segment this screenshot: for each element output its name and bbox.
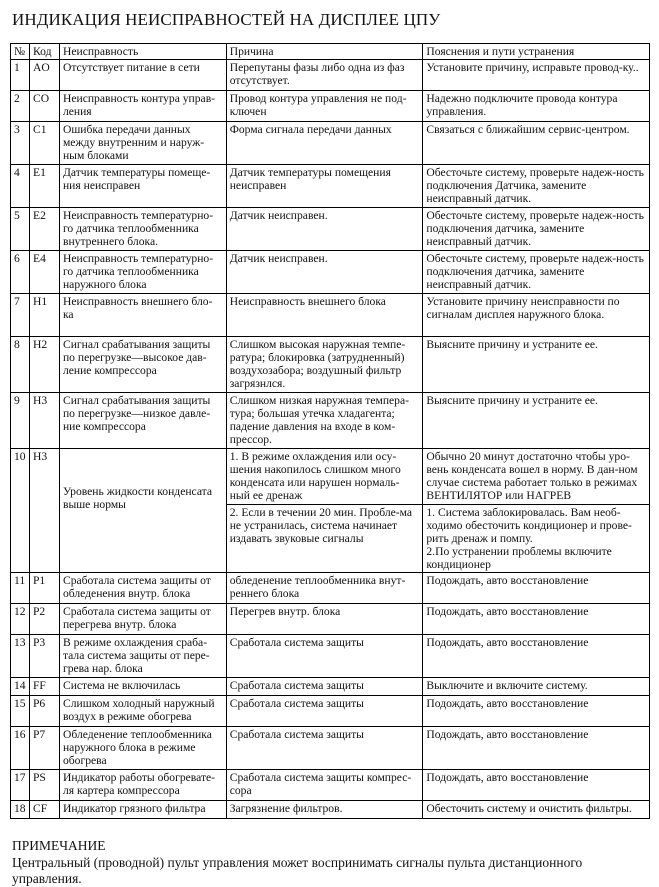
cell-code: P3: [29, 635, 59, 678]
cell-solution: Подождать, авто восстановление: [423, 770, 650, 801]
cell-cause: Сработала система защиты: [226, 678, 423, 696]
cell-fault: Ошибка передачи данных между внутренним и наруж-ным блоками: [59, 122, 226, 165]
cell-cause: Сработала система защиты компрес-сора: [226, 770, 423, 801]
cell-solution: Выясните причину и устраните ее.: [423, 337, 650, 393]
table-header-row: [11, 44, 650, 60]
cell-number: 2: [11, 91, 30, 122]
cell-fault: Неисправность контура управ-ления: [59, 91, 226, 122]
cell-solution: Подождать, авто восстановление: [423, 604, 650, 635]
header-number: №: [11, 44, 30, 60]
cell-cause: Сработала система защиты: [226, 696, 423, 727]
cell-code: P6: [29, 696, 59, 727]
table-row: [11, 770, 650, 801]
cell-cause: Датчик неисправен.: [226, 208, 423, 251]
table-row: [11, 251, 650, 294]
header-fault: Неисправность: [59, 44, 226, 60]
table-row: [11, 165, 650, 208]
table-row: [11, 91, 650, 122]
cell-solution: Выясните причину и устраните ее.: [423, 393, 650, 449]
cell-code: E2: [29, 208, 59, 251]
cell-fault: Неисправность температурно-го датчика теплообменника внутреннего блока.: [59, 208, 226, 251]
table-body: [11, 573, 650, 819]
table-row: [11, 635, 650, 678]
cell-code: P1: [29, 573, 59, 604]
cell-cause: Перегрев внутр. блока: [226, 604, 423, 635]
cell-fault: Слишком холодный наружный воздух в режиме обогрева: [59, 696, 226, 727]
cell-fault: Отсутствует питание в сети: [59, 60, 226, 91]
cell-solution: Обесточьте систему, проверьте надеж-ность подключения Датчика, замените неисправный датчик.: [423, 165, 650, 208]
note-title: ПРИМЕЧАНИЕ: [12, 838, 106, 853]
cell-cause: обледенение теплообменника внут-реннего блока: [226, 573, 423, 604]
cell-number: 8: [11, 337, 30, 393]
cell-fault: В режиме охлаждения сраба-тала система защиты от пере-грева нар. блока: [59, 635, 226, 678]
cell-cause: Датчик неисправен.: [226, 251, 423, 294]
cell-solution: Подождать, авто восстановление: [423, 727, 650, 770]
cell-fault: Датчик температуры помеще-ния неисправен: [59, 165, 226, 208]
solution-step-2: 2.По устранении проблемы включите кондиционер: [426, 545, 612, 571]
cell-fault: Индикатор грязного фильтра: [59, 801, 226, 819]
header-code: Код: [29, 44, 59, 60]
fault-codes-table: [10, 43, 650, 819]
cell-fault: Сработала система защиты от обледенения внутр. блока: [59, 573, 226, 604]
header-solution: Пояснения и пути устранения: [423, 44, 650, 60]
cell-fault: Система не включилась: [59, 678, 226, 696]
cell-cause: Слишком низкая наружная темпера-тура; большая утечка хладагента; падение давления на входе в ком-прессор.: [226, 393, 423, 449]
table-row: [11, 337, 650, 393]
cell-code: AO: [29, 60, 59, 91]
cell-solution: Выключите и включите систему.: [423, 678, 650, 696]
cell-cause: Датчик температуры помещения неисправен: [226, 165, 423, 208]
cell-cause: Провод контура управления не под-ключен: [226, 91, 423, 122]
solution-step-1: 1. Система заблокировалась. Вам необ-ходимо обесточить кондиционер и прове-рить дренаж и помпу.: [426, 506, 632, 545]
cell-number: 10: [11, 449, 30, 573]
table-row: [11, 727, 650, 770]
cell-number: 17: [11, 770, 30, 801]
cell-cause: Форма сигнала передачи данных: [226, 122, 423, 165]
cell-code: C1: [29, 122, 59, 165]
cell-code: CO: [29, 91, 59, 122]
cell-number: 12: [11, 604, 30, 635]
cell-solution: Связаться с ближайшим сервис-центром.: [423, 122, 650, 165]
cell-number: 9: [11, 393, 30, 449]
table-row-10-group: [11, 449, 650, 573]
cell-solution: Обесточьте систему, проверьте надеж-ность подключения датчика, замените неисправный датчик.: [423, 208, 650, 251]
cell-number: 1: [11, 60, 30, 91]
cell-cause: Сработала система защиты: [226, 727, 423, 770]
cell-code: P2: [29, 604, 59, 635]
cell-solution: Обесточьте систему, проверьте надеж-ность подключения датчика, замените неисправный датчик.: [423, 251, 650, 294]
cell-number: 13: [11, 635, 30, 678]
cell-code: P7: [29, 727, 59, 770]
cell-number: 3: [11, 122, 30, 165]
table-row: [11, 393, 650, 449]
cell-cause: Слишком высокая наружная темпе-ратура; блокировка (затрудненный) воздухозабора; воздушный фильтр загрязнлся.: [226, 337, 423, 393]
cell-code: H3: [29, 393, 59, 449]
cell-solution: Надежно подключите провода контура управления.: [423, 91, 650, 122]
cell-number: 15: [11, 696, 30, 727]
cell-cause: 2. Если в течении 20 мин. Пробле-ма не устранилась, система начинает издавать звуковые сигналы: [226, 505, 423, 573]
cell-code: CF: [29, 801, 59, 819]
cell-number: 16: [11, 727, 30, 770]
cell-number: 5: [11, 208, 30, 251]
cell-code: PS: [29, 770, 59, 801]
cell-number: 4: [11, 165, 30, 208]
cell-cause: Сработала система защиты: [226, 635, 423, 678]
cell-solution: Установите причину неисправности по сигналам дисплея наружного блока.: [423, 294, 650, 337]
page-title: ИНДИКАЦИЯ НЕИСПРАВНОСТЕЙ НА ДИСПЛЕЕ ЦПУ: [12, 10, 441, 29]
cell-code: H1: [29, 294, 59, 337]
cell-solution: Подождать, авто восстановление: [423, 696, 650, 727]
table-row: [11, 604, 650, 635]
cell-code: FF: [29, 678, 59, 696]
cell-fault: Обледенение теплообменника наружного блока в режиме обогрева: [59, 727, 226, 770]
cell-code: E1: [29, 165, 59, 208]
cell-fault: Индикатор работы обогревате-ля картера компрессора: [59, 770, 226, 801]
table-row: [11, 208, 650, 251]
cell-fault: Сигнал срабатывания защиты по перегрузке—низкое давле-ние компрессора: [59, 393, 226, 449]
cell-number: 14: [11, 678, 30, 696]
cell-solution: Обесточить систему и очистить фильтры.: [423, 801, 650, 819]
cell-number: 6: [11, 251, 30, 294]
cell-number: 11: [11, 573, 30, 604]
cell-number: 18: [11, 801, 30, 819]
cell-number: 7: [11, 294, 30, 337]
cell-cause: Загрязнение фильтров.: [226, 801, 423, 819]
table-row: [11, 60, 650, 91]
cell-code: H2: [29, 337, 59, 393]
cell-fault: Сработала система защиты от перегрева внутр. блока: [59, 604, 226, 635]
cell-code: E4: [29, 251, 59, 294]
table-row: [11, 573, 650, 604]
cell-fault: Неисправность температурно-го датчика теплообменника наружного блока: [59, 251, 226, 294]
cell-cause: Перепутаны фазы либо одна из фаз отсутствует.: [226, 60, 423, 91]
cell-fault: Неисправность внешнего бло-ка: [59, 294, 226, 337]
cell-cause: Неисправность внешнего блока: [226, 294, 423, 337]
table-row: [11, 449, 650, 505]
cell-solution: Подождать, авто восстановление: [423, 635, 650, 678]
cell-code: H3: [29, 449, 59, 573]
cell-fault: Сигнал срабатывания защиты по перегрузке—высокое дав-ление компрессора: [59, 337, 226, 393]
cell-solution: Подождать, авто восстановление: [423, 573, 650, 604]
cell-solution: Установите причину, исправьте провод-ку..: [423, 60, 650, 91]
table-row: [11, 122, 650, 165]
table-row: [11, 696, 650, 727]
cell-cause: 1. В режиме охлаждения или осу-шения накопилось слишком много конденсата или нарушен нормаль-ный ее дренаж: [226, 449, 423, 505]
table-row: [11, 678, 650, 696]
table-row: [11, 294, 650, 337]
cell-solution: [423, 505, 650, 573]
note-text: Центральный (проводной) пульт управления может воспринимать сигналы пульта дистанционного управления.: [12, 855, 583, 886]
table-body: [11, 60, 650, 449]
header-cause: Причина: [226, 44, 423, 60]
table-row: [11, 801, 650, 819]
cell-fault: Уровень жидкости конденсата выше нормы: [59, 449, 226, 573]
cell-solution: Обычно 20 минут достаточно чтобы уро-вень конденсата вошел в норму. В дан-ном случае система работает только в режимах ВЕНТИЛЯТОР или НАГРЕВ: [423, 449, 650, 505]
